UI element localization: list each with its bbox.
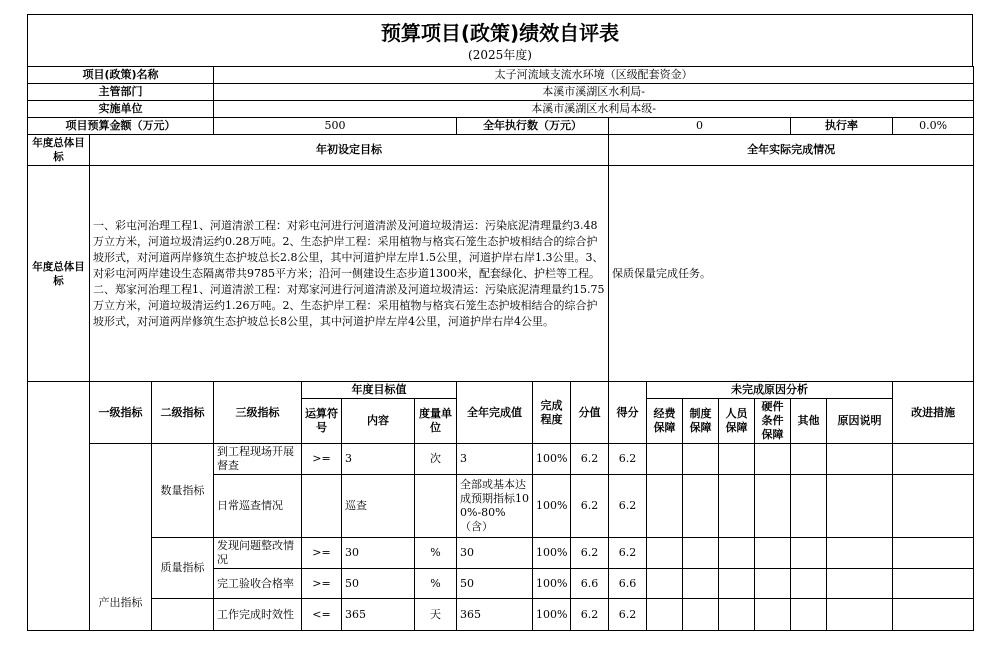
level2-header: 二级指标 — [152, 382, 214, 444]
indicator-unit: 天 — [415, 599, 457, 631]
measures-cell — [893, 444, 974, 475]
goals-left-header: 年度总体目标 — [28, 135, 90, 166]
measures-header: 改进措施 — [893, 382, 974, 444]
indicator-content: 3 — [342, 444, 415, 475]
indicator-full: 6.2 — [571, 475, 609, 538]
indicator-degree: 100% — [533, 538, 571, 569]
level1-output: 产出指标 — [90, 444, 152, 631]
group-blank — [152, 599, 214, 631]
indicator-actual: 50 — [457, 569, 533, 599]
reason-cell — [755, 569, 791, 599]
indicator-op: >= — [302, 569, 342, 599]
indicator-unit: % — [415, 569, 457, 599]
indicator-unit — [415, 475, 457, 538]
table-row — [28, 599, 974, 631]
indicator-op: <= — [302, 599, 342, 631]
reason-cell — [683, 538, 719, 569]
indicator-content: 30 — [342, 538, 415, 569]
indicator-full: 6.2 — [571, 538, 609, 569]
budget-label: 项目预算金额（万元） — [28, 118, 214, 135]
reason-cell — [719, 444, 755, 475]
indicator-content: 50 — [342, 569, 415, 599]
reason-cell — [647, 444, 683, 475]
measures-cell — [893, 475, 974, 538]
group-quantity: 数量指标 — [152, 444, 214, 538]
info-row-dept — [28, 84, 974, 101]
score-header: 得分 — [609, 382, 647, 444]
indicator-actual: 3 — [457, 444, 533, 475]
reason-cell — [755, 475, 791, 538]
reason-cell — [791, 538, 827, 569]
reason-cell — [647, 599, 683, 631]
indicator-actual: 全部或基本达成预期指标100%-80%（含） — [457, 475, 533, 538]
reason-cell — [719, 599, 755, 631]
reason-cell — [683, 599, 719, 631]
indicator-full: 6.6 — [571, 569, 609, 599]
reason-cell — [647, 538, 683, 569]
set-goal-text: 一、彩屯河治理工程1、河道清淤工程：对彩屯河进行河道清淤及河道垃圾清运：污染底泥清理量约3.48万立方米，河道垃圾清运约0.28万吨。2、生态护岸工程：采用植物与格宾石笼生态护坡相结合的综合护坡形式，对河道两岸修筑生态护坡总长2.8公里，其中河道护岸左岸1.5公里，河道护岸右岸1.3公里。3、对彩屯河两岸建设生态隔离带共9785平方米；沿河一侧建设生态步道1300米，配套绿化、护栏等工程。二、郑家河治理工程1、河道清淤工程：对郑家河进行河道清淤及河道垃圾清运：污染底泥清理量约15.75万立方米，河道垃圾清运约1.26万吨。2、生态护岸工程：采用植物与格宾石笼生态护坡相结合的综合护坡形式，对河道两岸修筑生态护坡总长8公里，其中河道护岸左岸4公里，河道护岸右岸4公里。 — [90, 166, 609, 382]
goals-content-row — [28, 166, 974, 382]
reason-cell — [827, 538, 893, 569]
info-row-unit — [28, 101, 974, 118]
indicator-name: 到工程现场开展督查 — [214, 444, 302, 475]
reason-cell — [683, 569, 719, 599]
actual-header: 全年完成值 — [457, 382, 533, 444]
title-block — [27, 14, 973, 66]
table-row — [28, 444, 974, 475]
reason-explain-header: 原因说明 — [827, 399, 893, 444]
indicator-header-row-1 — [28, 382, 974, 399]
reason-cell — [827, 599, 893, 631]
reason-cell — [791, 599, 827, 631]
set-goal-header: 年初设定目标 — [90, 135, 609, 166]
reason-cell — [827, 475, 893, 538]
indicator-name: 完工验收合格率 — [214, 569, 302, 599]
measures-cell — [893, 538, 974, 569]
year-subtitle: (2025年度) — [468, 48, 532, 62]
indicator-name: 发现问题整改情况 — [214, 538, 302, 569]
reason-group-header: 未完成原因分析 — [647, 382, 893, 399]
indicator-content: 巡查 — [342, 475, 415, 538]
info-row-budget — [28, 118, 974, 135]
unit-header: 度量单位 — [415, 399, 457, 444]
score-full-header: 分值 — [571, 382, 609, 444]
indicator-degree: 100% — [533, 599, 571, 631]
indicator-unit: % — [415, 538, 457, 569]
level3-header: 三级指标 — [214, 382, 302, 444]
table-row — [28, 538, 974, 569]
indicator-content: 365 — [342, 599, 415, 631]
measures-cell — [893, 599, 974, 631]
indicator-op — [302, 475, 342, 538]
indicator-full: 6.2 — [571, 444, 609, 475]
indicator-score: 6.2 — [609, 538, 647, 569]
reason-cell — [827, 569, 893, 599]
reason-cell — [719, 538, 755, 569]
level1-header: 一级指标 — [90, 382, 152, 444]
degree-header: 完成程度 — [533, 382, 571, 444]
indicator-name: 日常巡查情况 — [214, 475, 302, 538]
budget-value: 500 — [214, 118, 457, 135]
project-name-value: 太子河流域支流水环境（区级配套资金） — [214, 67, 974, 84]
indicator-full: 6.2 — [571, 599, 609, 631]
reason-cell — [791, 569, 827, 599]
indicator-score: 6.2 — [609, 475, 647, 538]
evaluation-sheet — [27, 14, 973, 631]
reason-cell — [827, 444, 893, 475]
reason-fund-header: 经费保障 — [647, 399, 683, 444]
reason-cell — [755, 599, 791, 631]
unit-value: 本溪市溪湖区水利局本级- — [214, 101, 974, 118]
indicator-blank-left — [28, 382, 90, 631]
reason-cell — [647, 569, 683, 599]
indicator-degree: 100% — [533, 444, 571, 475]
reason-cell — [791, 444, 827, 475]
indicator-unit: 次 — [415, 444, 457, 475]
group-quality: 质量指标 — [152, 538, 214, 599]
page-title: 预算项目(政策)绩效自评表 — [380, 21, 620, 45]
actual-goal-text: 保质保量完成任务。 — [609, 166, 974, 382]
target-group-header: 年度目标值 — [302, 382, 457, 399]
reason-cell — [719, 569, 755, 599]
indicator-degree: 100% — [533, 569, 571, 599]
reason-system-header: 制度保障 — [683, 399, 719, 444]
operator-header: 运算符号 — [302, 399, 342, 444]
dept-value: 本溪市溪湖区水利局- — [214, 84, 974, 101]
rate-value: 0.0% — [893, 118, 974, 135]
exec-value: 0 — [609, 118, 791, 135]
reason-hardware-header: 硬件条件保障 — [755, 399, 791, 444]
indicator-op: >= — [302, 444, 342, 475]
goals-left-label: 年度总体目标 — [28, 166, 90, 382]
project-name-label: 项目(政策)名称 — [28, 67, 214, 84]
reason-cell — [683, 444, 719, 475]
exec-label: 全年执行数（万元） — [457, 118, 609, 135]
indicator-actual: 365 — [457, 599, 533, 631]
reason-cell — [755, 538, 791, 569]
unit-label: 实施单位 — [28, 101, 214, 118]
indicator-score: 6.2 — [609, 599, 647, 631]
goals-header-row — [28, 135, 974, 166]
actual-goal-header: 全年实际完成情况 — [609, 135, 974, 166]
indicator-degree: 100% — [533, 475, 571, 538]
reason-cell — [791, 475, 827, 538]
content-header: 内容 — [342, 399, 415, 444]
indicator-score: 6.6 — [609, 569, 647, 599]
reason-cell — [647, 475, 683, 538]
indicator-op: >= — [302, 538, 342, 569]
reason-cell — [683, 475, 719, 538]
rate-label: 执行率 — [791, 118, 893, 135]
indicator-actual: 30 — [457, 538, 533, 569]
reason-cell — [719, 475, 755, 538]
indicator-name: 工作完成时效性 — [214, 599, 302, 631]
evaluation-table — [27, 66, 974, 631]
reason-staff-header: 人员保障 — [719, 399, 755, 444]
measures-cell — [893, 569, 974, 599]
reason-other-header: 其他 — [791, 399, 827, 444]
reason-cell — [755, 444, 791, 475]
info-row-name — [28, 67, 974, 84]
indicator-score: 6.2 — [609, 444, 647, 475]
dept-label: 主管部门 — [28, 84, 214, 101]
